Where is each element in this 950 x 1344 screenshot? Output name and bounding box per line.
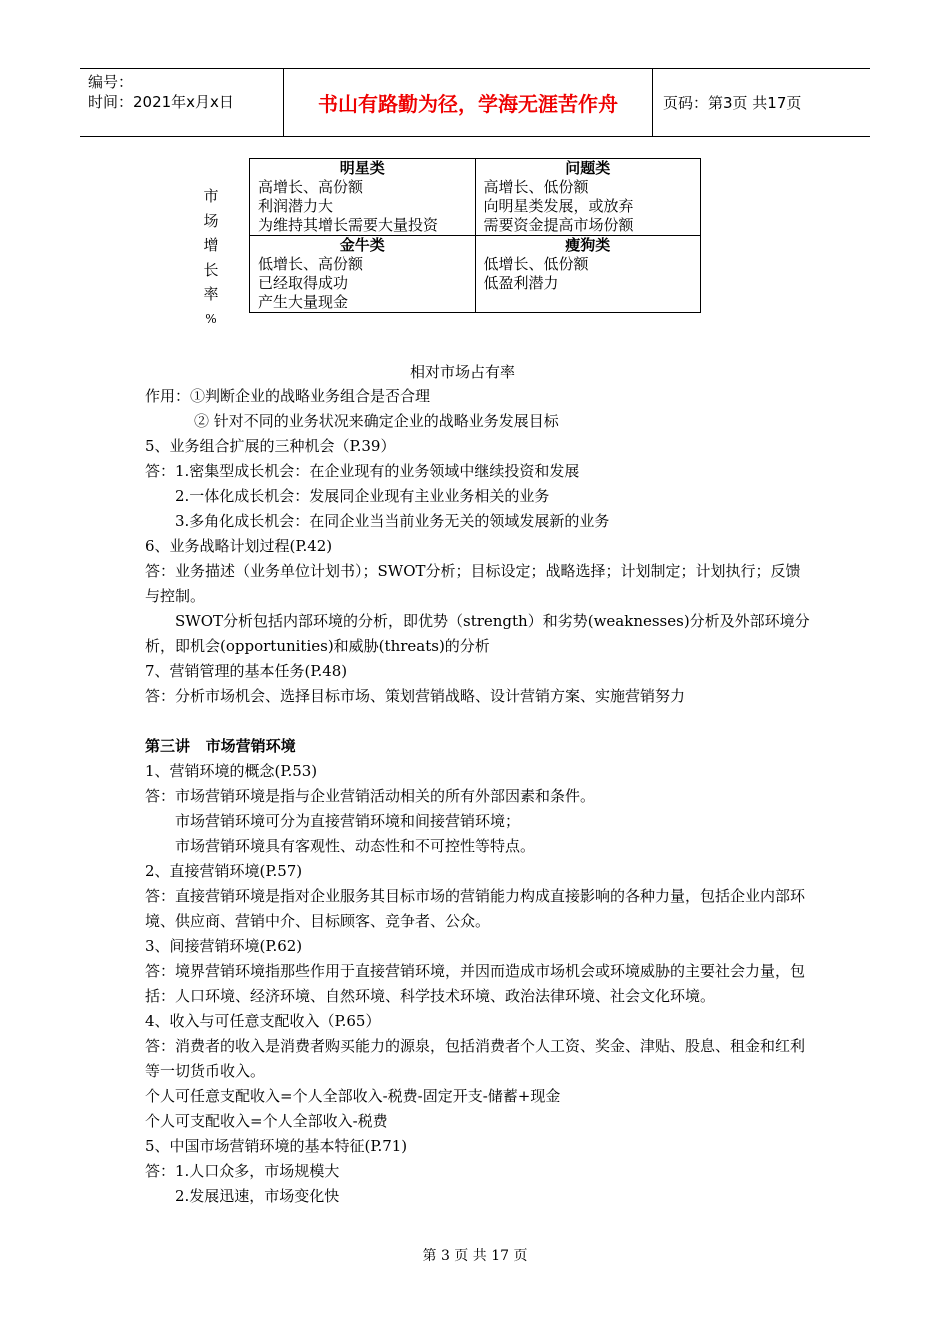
cell-title: 金牛类 xyxy=(339,236,385,254)
question-heading: 4、收入与可任意支配收入（P.65） xyxy=(145,1012,381,1030)
paragraph: SWOT分析包括内部环境的分析，即优势（strength）和劣势(weaknesses)分析及外部环境分析，即机会(opportunities)和威胁(threats)的分析 xyxy=(145,612,810,655)
question-heading: 2、直接营销环境(P.57) xyxy=(145,862,303,880)
paragraph: 市场营销环境具有客观性、动态性和不可控性等特点。 xyxy=(175,837,536,855)
question-heading: 5、业务组合扩展的三种机会（P.39） xyxy=(145,437,396,455)
paragraph: 答：直接营销环境是指对企业服务其目标市场的营销能力构成直接影响的各种力量，包括企业内部环境、供应商、营销中介、目标顾客、竞争者、公众。 xyxy=(145,887,806,930)
cell-title: 明星类 xyxy=(339,159,385,177)
paragraph: 答：1.人口众多，市场规模大 xyxy=(145,1162,340,1180)
paragraph: 2.发展迅速，市场变化快 xyxy=(175,1187,340,1205)
paragraph: 答：境界营销环境指那些作用于直接营销环境，并因而造成市场机会或环境威胁的主要社会力量，包括：人口环境、经济环境、自然环境、科学技术环境、政治法律环境、社会文化环境。 xyxy=(145,962,806,1005)
cell-line: 低增长、低份额 xyxy=(483,255,589,273)
cell-line: 为维持其增长需要大量投资 xyxy=(258,216,439,234)
cell-line: 产生大量现金 xyxy=(258,293,349,311)
cell-line: 利润潜力大 xyxy=(258,197,334,215)
question-heading: 7、营销管理的基本任务(P.48) xyxy=(145,662,348,680)
y-axis-label xyxy=(200,184,222,331)
cell-question xyxy=(475,159,701,236)
question-heading: 6、业务战略计划过程(P.42) xyxy=(145,537,333,555)
paragraph: 3.多角化成长机会：在同企业当当前业务无关的领域发展新的业务 xyxy=(175,512,610,530)
page-info: 页码：第3页 共17页 xyxy=(663,94,802,112)
x-axis-label: 相对市场占有率 xyxy=(410,363,516,381)
y-label-char: 增 xyxy=(203,236,219,254)
cell-title: 问题类 xyxy=(565,159,611,177)
page-footer: 第 3 页 共 17 页 xyxy=(422,1248,528,1264)
motto: 书山有路勤为径，学海无涯苦作舟 xyxy=(283,69,653,136)
paragraph: 作用：①判断企业的战略业务组合是否合理 xyxy=(145,387,431,405)
cell-line: 向明星类发展，或放弃 xyxy=(483,197,634,215)
number-label: 编号： xyxy=(88,73,134,91)
cell-star xyxy=(250,159,476,236)
formula: 个人可任意支配收入=个人全部收入-税费-固定开支-储蓄+现金 xyxy=(145,1087,561,1105)
cell-line: 已经取得成功 xyxy=(258,274,349,292)
paragraph: 2.一体化成长机会：发展同企业现有主业业务相关的业务 xyxy=(175,487,550,505)
cell-line: 高增长、低份额 xyxy=(483,178,589,196)
cell-title: 瘦狗类 xyxy=(565,236,611,254)
formula: 个人可支配收入=个人全部收入-税费 xyxy=(145,1112,388,1130)
question-heading: 5、中国市场营销环境的基本特征(P.71) xyxy=(145,1137,408,1155)
page-header xyxy=(80,68,870,137)
question-heading: 1、营销环境的概念(P.53) xyxy=(145,762,318,780)
question-heading: 3、间接营销环境(P.62) xyxy=(145,937,303,955)
paragraph: 答：1.密集型成长机会：在企业现有的业务领域中继续投资和发展 xyxy=(145,462,580,480)
cell-line: 低盈利潜力 xyxy=(483,274,559,292)
paragraph: 答：业务描述（业务单位计划书）；SWOT分析；目标设定；战略选择；计划制定；计划执行；反馈与控制。 xyxy=(145,562,801,605)
cell-cow xyxy=(250,236,476,313)
paragraph: 答：分析市场机会、选择目标市场、策划营销战略、设计营销方案、实施营销努力 xyxy=(145,687,686,705)
header-left xyxy=(80,69,283,136)
y-label-char: 场 xyxy=(203,211,219,230)
paragraph: 答：市场营销环境是指与企业营销活动相关的所有外部因素和条件。 xyxy=(145,787,596,805)
cell-line: 高增长、高份额 xyxy=(258,178,364,196)
paragraph: 答：消费者的收入是消费者购买能力的源泉，包括消费者个人工资、奖金、津贴、股息、租金和红利等一切货币收入。 xyxy=(145,1037,806,1080)
bcg-matrix xyxy=(249,158,701,313)
section-title: 第三讲 市场营销环境 xyxy=(145,737,296,755)
y-label-char: % xyxy=(205,311,217,326)
cell-line: 需要资金提高市场份额 xyxy=(483,216,634,234)
y-label-char: 长 xyxy=(203,260,219,279)
paragraph: ② 针对不同的业务状况来确定企业的战略业务发展目标 xyxy=(194,412,559,430)
paragraph: 市场营销环境可分为直接营销环境和间接营销环境； xyxy=(175,812,521,830)
y-label-char: 市 xyxy=(203,187,219,205)
y-label-char: 率 xyxy=(203,285,219,303)
document-body xyxy=(145,384,815,1209)
time-label: 时间：2021年x月x日 xyxy=(88,93,234,111)
cell-dog xyxy=(475,236,701,313)
cell-line: 低增长、高份额 xyxy=(258,255,364,273)
